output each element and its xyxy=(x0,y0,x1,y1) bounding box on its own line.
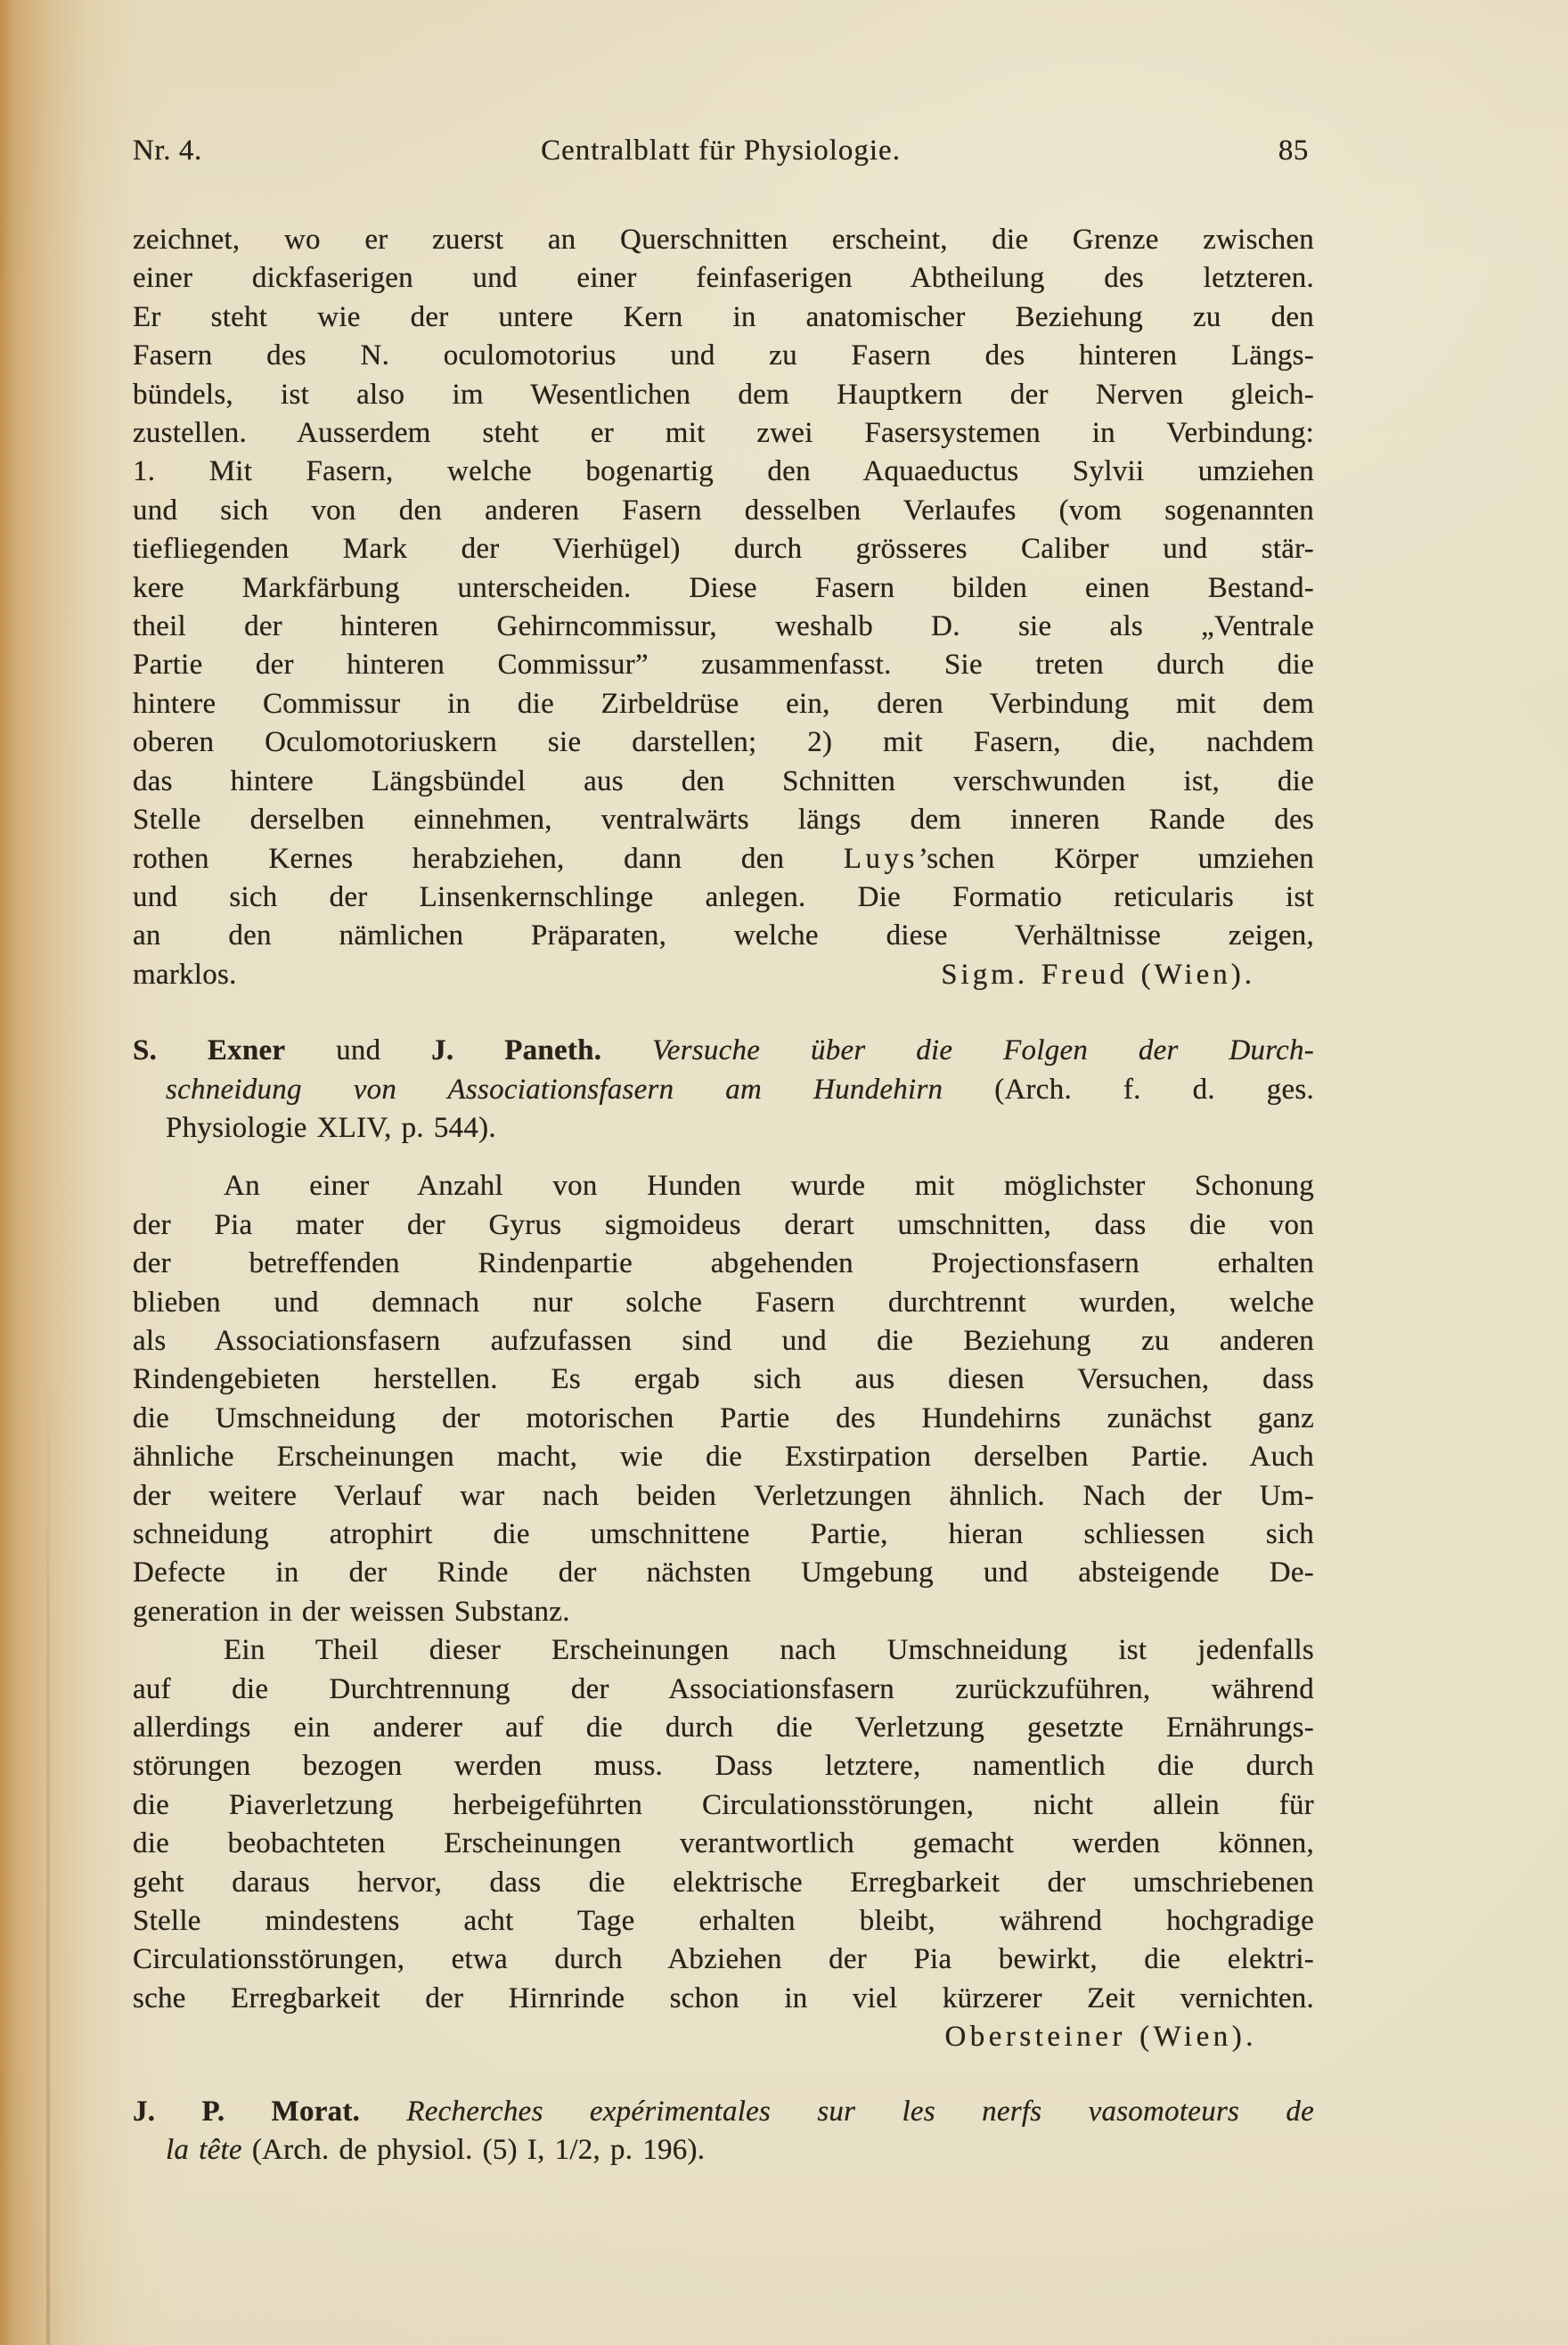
text-line: Rindengebieten herstellen. Es ergab sich aus diesen Versuchen, dass xyxy=(133,1363,1314,1396)
text-line: allerdings ein anderer auf die durch die Verletzung gesetzte Ernährungs- xyxy=(133,1712,1314,1744)
text-line: der Pia mater der Gyrus sigmoideus derart umschnitten, dass die von xyxy=(133,1208,1314,1241)
heading-morat xyxy=(133,2093,1314,2170)
text-line: ähnliche Erscheinungen macht, wie die Exstirpation derselben Partie. Auch xyxy=(133,1441,1314,1474)
journal-title: Centralblatt für Physiologie. xyxy=(541,135,901,167)
text-line: 1. Mit Fasern, welche bogenartig den Aquaeductus Sylvii umziehen xyxy=(133,455,1314,488)
text-line: schneidung atrophirt die umschnittene Partie, hieran schliessen sich xyxy=(133,1518,1314,1550)
text-line: die beobachteten Erscheinungen verantwortlich gemacht werden können, xyxy=(133,1827,1314,1860)
text-line: la tête (Arch. de physiol. (5) I, 1/2, p. 196). xyxy=(166,2134,706,2167)
text-line: theil der hinteren Gehirncommissur, weshalb D. sie als „Ventrale xyxy=(133,610,1314,643)
text-line: zustellen. Ausserdem steht er mit zwei Fasersystemen in Verbindung: xyxy=(133,417,1314,450)
text-line: Er steht wie der untere Kern in anatomischer Beziehung zu den xyxy=(133,300,1314,333)
page-fold-crease xyxy=(46,1336,50,2345)
text-line: Defecte in der Rinde der nächsten Umgebung und absteigende De- xyxy=(133,1557,1314,1589)
text-line: Physiologie XLIV, p. 544). xyxy=(166,1111,496,1144)
text-line: sche Erregbarkeit der Hirnrinde schon in viel kürzerer Zeit vernichten. xyxy=(133,1981,1314,2014)
text-line: schneidung von Associationsfasern am Hundehirn (Arch. f. d. ges. xyxy=(166,1073,1315,1106)
text-line: Stelle mindestens acht Tage erhalten bleibt, während hochgradige xyxy=(133,1905,1314,1938)
paragraph-exner-2 xyxy=(133,1631,1314,2056)
text-line: Fasern des N. oculomotorius und zu Fasern des hinteren Längs- xyxy=(133,339,1314,372)
scanned-page xyxy=(133,134,1314,2170)
text-line: und sich von den anderen Fasern desselben Verlaufes (vom sogenannten xyxy=(133,494,1314,527)
page-header xyxy=(133,134,1314,168)
text-line: zeichnet, wo er zuerst an Querschnitten erscheint, die Grenze zwischen xyxy=(133,224,1314,256)
text-line: Circulationsstörungen, etwa durch Abziehen der Pia bewirkt, die elektri- xyxy=(133,1943,1314,1976)
text-line: der betreffenden Rindenpartie abgehenden Projectionsfasern erhalten xyxy=(133,1247,1314,1280)
text-line: Stelle derselben einnehmen, ventralwärts längs dem inneren Rande des xyxy=(133,804,1314,837)
text-line: marklos. Sigm. Freud (Wien). xyxy=(133,956,1314,994)
text-line: Partie der hinteren Commissur” zusammenfasst. Sie treten durch die xyxy=(133,649,1314,682)
text-line: oberen Oculomotoriuskern sie darstellen; 2) mit Fasern, die, nachdem xyxy=(133,726,1314,759)
text-line: blieben und demnach nur solche Fasern durchtrennt wurden, welche xyxy=(133,1286,1314,1319)
text-line: und sich der Linsenkernschlinge anlegen. Die Formatio reticularis ist xyxy=(133,880,1314,913)
text-line: J. P. Morat. Recherches expérimentales sur les nerfs vasomoteurs de xyxy=(133,2095,1315,2128)
text-line: die Umschneidung der motorischen Partie des Hundehirns zunächst ganz xyxy=(133,1401,1314,1434)
text-line: auf die Durchtrennung der Associationsfasern zurückzuführen, während xyxy=(133,1672,1314,1705)
text-line: störungen bezogen werden muss. Dass letztere, namentlich die durch xyxy=(133,1750,1314,1783)
text-line: Obersteiner (Wien). xyxy=(944,2021,1257,2054)
text-line: die Piaverletzung herbeigeführten Circulationsstörungen, nicht allein für xyxy=(133,1788,1314,1821)
issue-number: Nr. 4. xyxy=(133,135,202,167)
text-line: generation in der weissen Substanz. xyxy=(133,1595,570,1628)
page-number: 85 xyxy=(1278,135,1310,167)
text-line: an den nämlichen Präparaten, welche diese Verhältnisse zeigen, xyxy=(133,919,1314,952)
text-line: geht daraus hervor, dass die elektrische Erregbarkeit der umschriebenen xyxy=(133,1866,1314,1899)
text-line: einer dickfaserigen und einer feinfaserigen Abtheilung des letzteren. xyxy=(133,262,1314,295)
text-line: rothen Kernes herabziehen, dann den Luys’schen Körper umziehen xyxy=(133,842,1314,875)
text-line: S. Exner und J. Paneth. Versuche über die Folgen der Durch- xyxy=(133,1034,1315,1067)
text-line: An einer Anzahl von Hunden wurde mit möglichster Schonung xyxy=(224,1170,1314,1203)
text-line: das hintere Längsbündel aus den Schnitten verschwunden ist, die xyxy=(133,764,1314,797)
text-line: hintere Commissur in die Zirbeldrüse ein, deren Verbindung mit dem xyxy=(133,687,1314,720)
text-line: als Associationsfasern aufzufassen sind und die Beziehung zu anderen xyxy=(133,1324,1314,1357)
text-line: tiefliegenden Mark der Vierhügel) durch grösseres Caliber und stär- xyxy=(133,533,1314,566)
author-signature: Sigm. Freud (Wien). xyxy=(941,958,1255,991)
heading-exner-paneth xyxy=(133,1032,1314,1148)
text-line: bündels, ist also im Wesentlichen dem Hauptkern der Nerven gleich- xyxy=(133,378,1314,411)
continued-article xyxy=(133,221,1314,994)
text-line: Ein Theil dieser Erscheinungen nach Umschneidung ist jedenfalls xyxy=(224,1634,1314,1667)
text-blocks xyxy=(133,221,1314,2170)
text-line: kere Markfärbung unterscheiden. Diese Fasern bilden einen Bestand- xyxy=(133,571,1314,604)
paragraph-exner-1 xyxy=(133,1167,1314,1631)
text-line: der weitere Verlauf war nach beiden Verletzungen ähnlich. Nach der Um- xyxy=(133,1479,1314,1512)
